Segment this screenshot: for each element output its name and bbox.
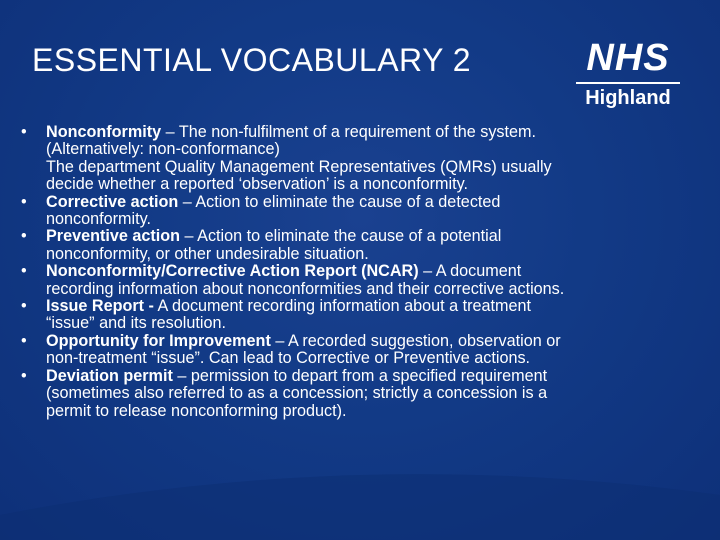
bullet-icon: • (21, 123, 27, 141)
definition-line: recording information about nonconformities and their corrective actions. (46, 279, 565, 298)
decorative-swoosh (0, 455, 720, 540)
definition-line: – A document (418, 262, 522, 281)
term: Issue Report - (46, 297, 154, 316)
definition-line: “issue” and its resolution. (46, 314, 226, 333)
logo-sub-text: Highland (585, 87, 671, 109)
definition-line: nonconformity. (46, 210, 151, 229)
slide-title: ESSENTIAL VOCABULARY 2 (32, 42, 472, 78)
term: Opportunity for Improvement (46, 331, 271, 350)
list-item (18, 263, 708, 298)
bullet-icon: • (21, 192, 27, 211)
definition-line: – A recorded suggestion, observation or (270, 331, 561, 350)
nhs-highland-logo (568, 38, 688, 122)
definition-line: (sometimes also referred to as a concession; strictly a concession is a (46, 384, 548, 403)
term: Deviation permit (46, 366, 173, 385)
definition-line: A document recording information about a treatment (153, 297, 531, 316)
definition-line: – Action to eliminate the cause of a potential (180, 227, 502, 246)
definition-line: (Alternatively: non-conformance) (46, 140, 280, 159)
logo-divider (576, 82, 680, 84)
bullet-icon: • (21, 227, 27, 246)
bullet-icon: • (21, 297, 27, 316)
bullet-icon: • (21, 366, 27, 385)
list-item (18, 228, 708, 263)
list-item (18, 298, 708, 333)
definition-line: non-treatment “issue”. Can lead to Corrective or Preventive actions. (46, 349, 531, 368)
bullet-icon: • (21, 262, 27, 281)
vocabulary-list (18, 124, 708, 420)
term: Corrective action (46, 192, 179, 211)
definition-line: The department Quality Management Representatives (QMRs) usually (46, 157, 552, 176)
term: Preventive action (46, 227, 181, 246)
list-item (18, 333, 708, 368)
term: Nonconformity/Corrective Action Report (NCAR) (46, 262, 419, 281)
definition-line: – The non-fulfilment of a requirement of the system. (161, 123, 537, 141)
list-item (18, 368, 708, 420)
definition-line: permit to release nonconforming product). (46, 401, 347, 420)
bullet-icon: • (21, 331, 27, 350)
definition-line: nonconformity, or other undesirable situation. (46, 244, 369, 263)
definition-line: – permission to depart from a specified requirement (172, 366, 548, 385)
list-item (18, 124, 708, 194)
term: Nonconformity (46, 123, 162, 141)
list-item (18, 194, 708, 229)
logo-main-text: NHS (586, 37, 670, 79)
definition-line: decide whether a reported ‘observation’ is a nonconformity. (46, 175, 469, 194)
definition-line: – Action to eliminate the cause of a detected (178, 192, 501, 211)
